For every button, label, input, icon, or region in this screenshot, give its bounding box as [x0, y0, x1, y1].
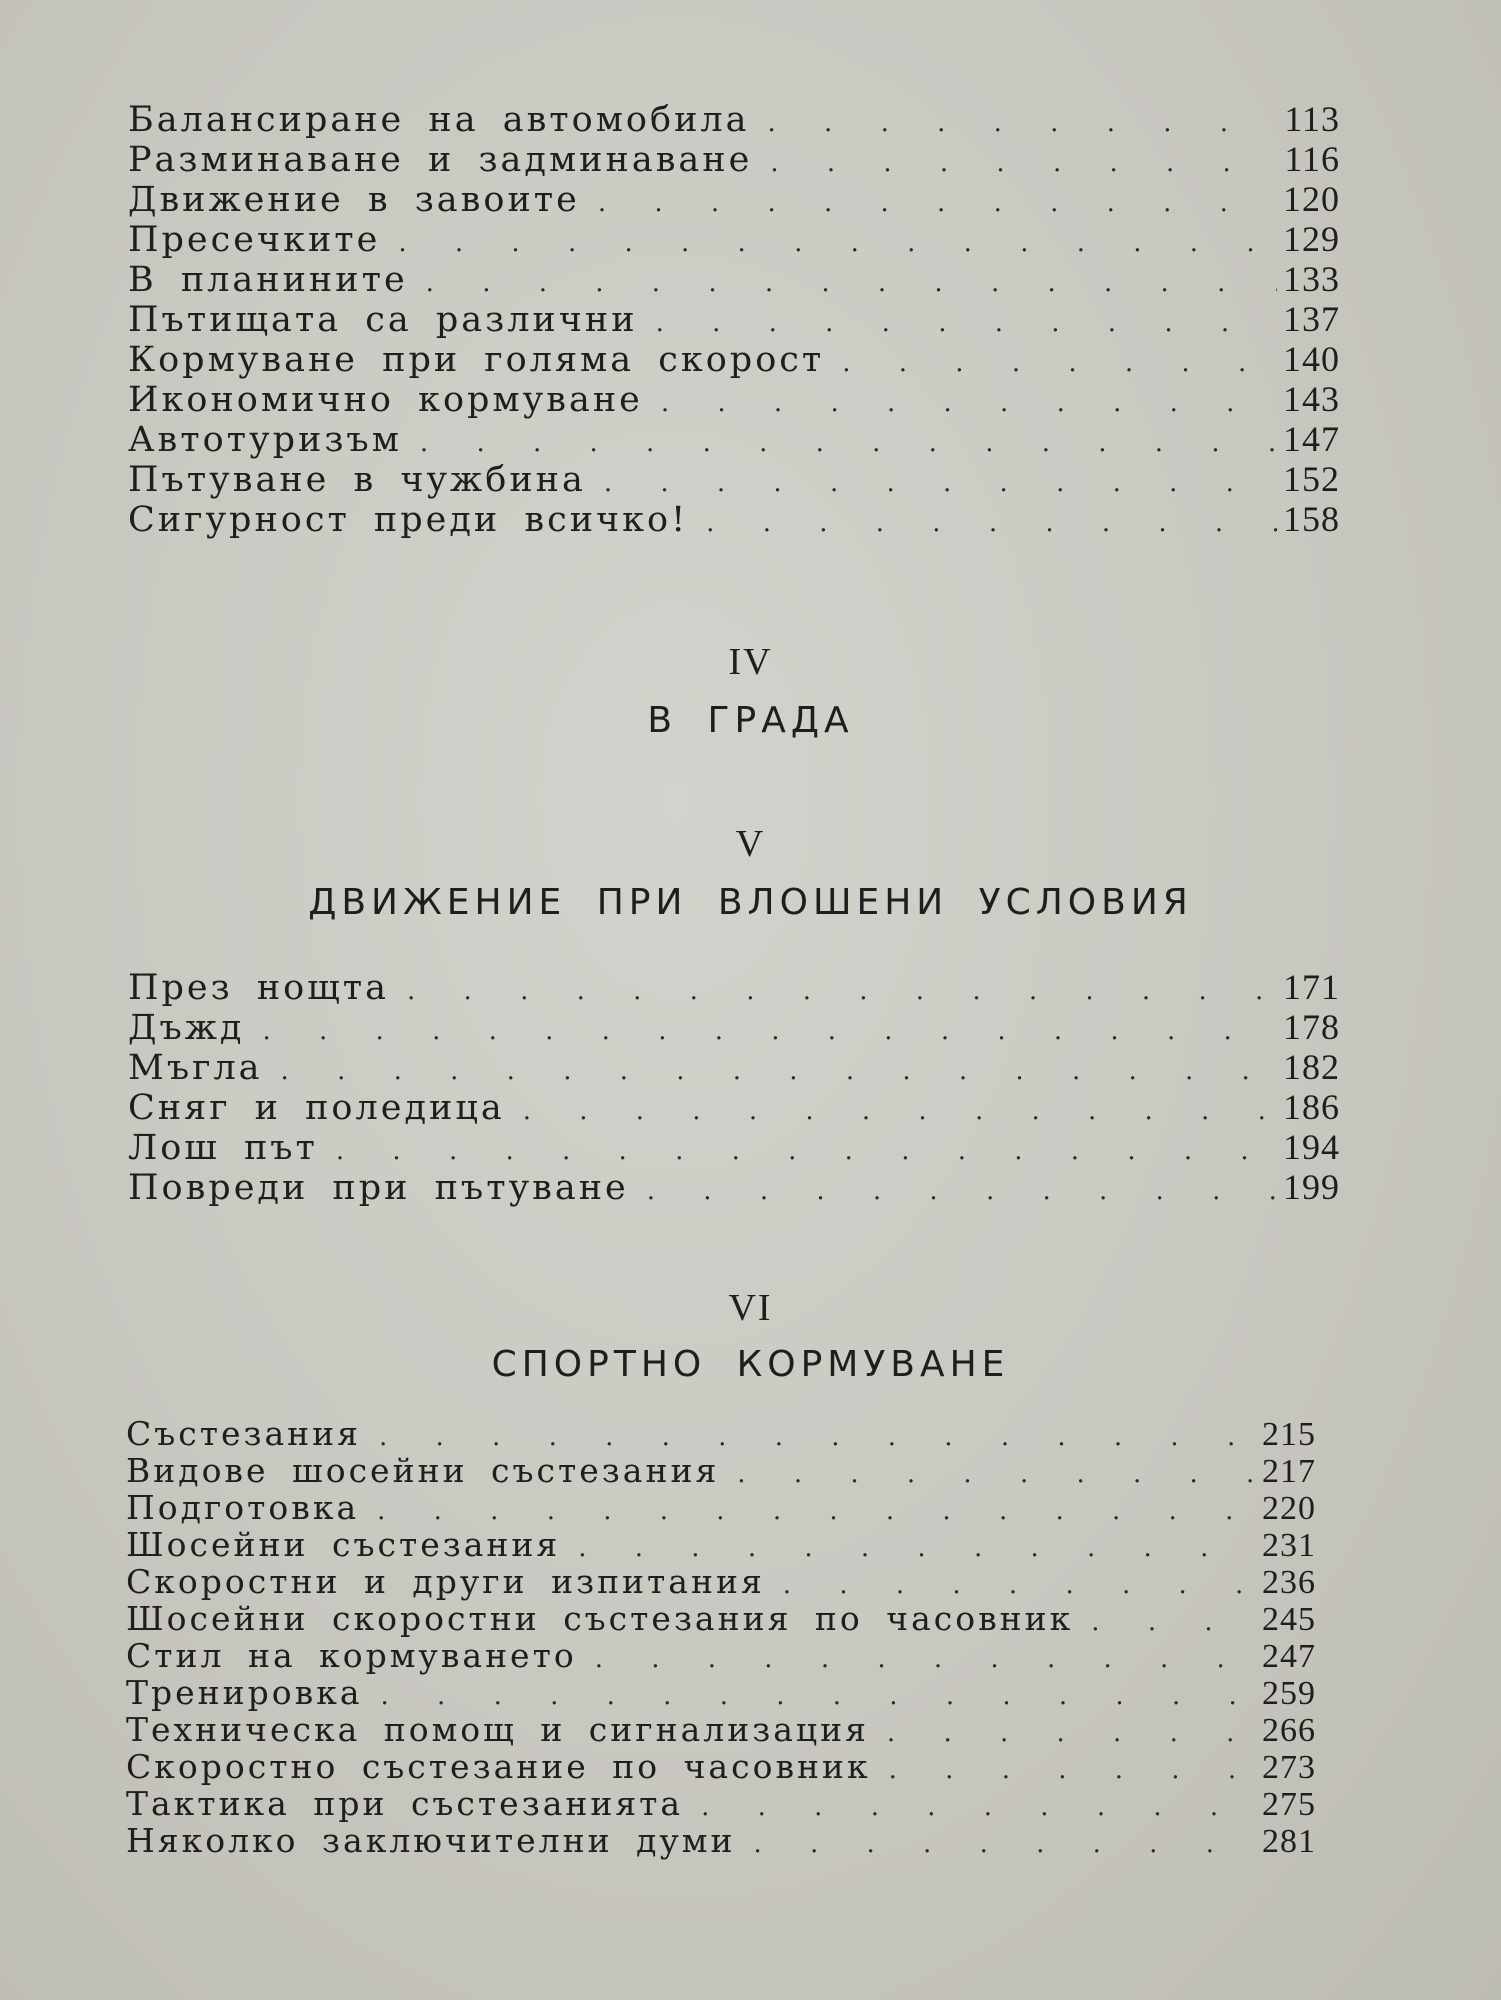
toc-entry [128, 418, 1340, 458]
leader-dots [407, 976, 1277, 1006]
toc-entry [128, 1126, 1340, 1166]
toc-entry-title: Разминаване и задминаване [128, 140, 753, 180]
toc-entry-page: 273 [1262, 1749, 1316, 1786]
leader-dots [753, 1829, 1256, 1859]
leader-dots [661, 388, 1277, 418]
toc-entry-title: Лош път [128, 1128, 318, 1168]
toc-entry-title: Балансиране на автомобила [128, 100, 750, 140]
toc-entry-page: 152 [1283, 459, 1340, 499]
toc-entry-page: 143 [1283, 379, 1340, 419]
toc-entry-page: 199 [1283, 1167, 1340, 1207]
toc-entry-title: Икономично кормуване [128, 380, 643, 420]
toc-entry-page: 140 [1283, 339, 1340, 379]
toc-entry-title: Кормуване при голяма скорост [128, 340, 825, 380]
toc-entry [128, 258, 1340, 298]
toc-entry-page: 133 [1283, 259, 1340, 299]
leader-dots [598, 188, 1277, 218]
toc-entry [128, 1006, 1340, 1046]
toc-entry-title: Движение в завоите [128, 180, 580, 220]
toc-entry-page: 247 [1262, 1638, 1316, 1675]
leader-dots [281, 1056, 1277, 1086]
toc-entry-page: 245 [1262, 1601, 1316, 1638]
toc-entry [128, 378, 1340, 418]
toc-entry-page: 217 [1262, 1453, 1316, 1490]
toc-entry-title: Състезания [126, 1414, 361, 1453]
section-heading: СПОРТНО КОРМУВАНЕ [491, 1344, 1010, 1385]
toc-list-section-3 [128, 98, 1340, 538]
section-number: VI [728, 1287, 773, 1329]
toc-list-section-6 [126, 1414, 1316, 1858]
leader-dots [768, 108, 1279, 138]
section-heading: В ГРАДА [647, 700, 854, 741]
toc-entry-page: 236 [1262, 1564, 1316, 1601]
toc-entry-page: 171 [1283, 967, 1340, 1007]
section-heading: ДВИЖЕНИЕ ПРИ ВЛОШЕНИ УСЛОВИЯ [308, 882, 1193, 923]
toc-entry-page: 113 [1284, 99, 1340, 139]
toc-entry-page: 231 [1262, 1527, 1316, 1564]
toc-entry [126, 1821, 1316, 1858]
leader-dots [420, 428, 1277, 458]
toc-entry-page: 275 [1262, 1786, 1316, 1823]
toc-entry-page: 137 [1283, 299, 1340, 339]
section-number: IV [728, 641, 773, 683]
toc-entry-title: Дъжд [128, 1008, 245, 1048]
toc-entry-title: Подготовка [126, 1488, 360, 1527]
leader-dots [377, 1496, 1256, 1526]
toc-entry [126, 1562, 1316, 1599]
toc-entry-page: 116 [1284, 139, 1340, 179]
toc-entry-title: Тактика при състезанията [126, 1784, 684, 1823]
toc-entry-title: В планините [128, 260, 408, 300]
toc-entry-title: Стил на кормуването [126, 1636, 577, 1675]
toc-entry [128, 298, 1340, 338]
leader-dots [523, 1096, 1277, 1126]
toc-entry-page: 220 [1262, 1490, 1316, 1527]
toc-entry [128, 1086, 1340, 1126]
toc-entry [128, 98, 1340, 138]
toc-entry [126, 1784, 1316, 1821]
leader-dots [1091, 1607, 1256, 1637]
toc-entry [128, 178, 1340, 218]
toc-entry-title: Пътищата са различни [128, 300, 638, 340]
toc-entry-title: Техническа помощ и сигнализация [126, 1710, 869, 1749]
leader-dots [706, 508, 1277, 538]
leader-dots [595, 1644, 1256, 1674]
toc-entry [126, 1525, 1316, 1562]
toc-entry-title: Скоростни и други изпитания [126, 1562, 765, 1601]
toc-entry [126, 1673, 1316, 1710]
toc-entry [126, 1414, 1316, 1451]
toc-entry-page: 182 [1283, 1047, 1340, 1087]
toc-entry-title: Скоростно състезание по часовник [126, 1747, 871, 1786]
toc-entry-title: Пътуване в чужбина [128, 460, 586, 500]
toc-entry [128, 1166, 1340, 1206]
toc-entry [128, 458, 1340, 498]
leader-dots [783, 1570, 1256, 1600]
toc-entry-title: Тренировка [126, 1673, 363, 1712]
leader-dots [604, 468, 1277, 498]
toc-entry-page: 194 [1283, 1127, 1340, 1167]
toc-entry [126, 1636, 1316, 1673]
leader-dots [381, 1681, 1256, 1711]
toc-entry-page: 186 [1283, 1087, 1340, 1127]
toc-entry-page: 158 [1283, 499, 1340, 539]
toc-entry-page: 120 [1283, 179, 1340, 219]
toc-entry-title: Сняг и поледица [128, 1088, 505, 1128]
toc-entry [128, 1046, 1340, 1086]
leader-dots [578, 1533, 1256, 1563]
leader-dots [262, 1016, 1277, 1046]
leader-dots [656, 308, 1277, 338]
leader-dots [647, 1176, 1277, 1206]
toc-entry-title: Видове шосейни състезания [126, 1451, 720, 1490]
toc-entry-page: 178 [1283, 1007, 1340, 1047]
leader-dots [842, 348, 1277, 378]
toc-entry [128, 138, 1340, 178]
toc-entry-page: 281 [1262, 1823, 1316, 1860]
leader-dots [398, 228, 1277, 258]
toc-entry-title: Сигурност преди всичко! [128, 500, 689, 540]
toc-entry-page: 215 [1262, 1416, 1316, 1453]
toc-entry-title: Пресечките [128, 220, 381, 260]
toc-entry [128, 966, 1340, 1006]
toc-entry [126, 1710, 1316, 1747]
toc-entry [126, 1747, 1316, 1784]
toc-entry-title: Автотуризъм [128, 420, 402, 460]
toc-entry-title: През нощта [128, 968, 390, 1008]
toc-entry [126, 1488, 1316, 1525]
toc-entry-page: 147 [1283, 419, 1340, 459]
toc-entry-page: 129 [1283, 219, 1340, 259]
toc-entry-page: 266 [1262, 1712, 1316, 1749]
toc-entry-page: 259 [1262, 1675, 1316, 1712]
leader-dots [889, 1755, 1256, 1785]
section-number: V [735, 823, 766, 865]
toc-entry-title: Няколко заключителни думи [126, 1821, 736, 1860]
toc-entry [128, 338, 1340, 378]
toc-entry [126, 1451, 1316, 1488]
toc-list-section-5 [128, 966, 1340, 1206]
leader-dots [379, 1422, 1256, 1452]
leader-dots [426, 268, 1277, 298]
leader-dots [737, 1459, 1256, 1489]
leader-dots [701, 1792, 1256, 1822]
leader-dots [336, 1136, 1277, 1166]
toc-entry [126, 1599, 1316, 1636]
toc-entry-title: Шосейни състезания [126, 1525, 561, 1564]
leader-dots [887, 1718, 1256, 1748]
toc-entry-title: Повреди при пътуване [128, 1168, 629, 1208]
toc-entry [128, 218, 1340, 258]
toc-entry [128, 498, 1340, 538]
toc-entry-title: Мъгла [128, 1048, 263, 1088]
toc-entry-title: Шосейни скоростни състезания по часовник [126, 1599, 1074, 1638]
leader-dots [770, 148, 1278, 178]
